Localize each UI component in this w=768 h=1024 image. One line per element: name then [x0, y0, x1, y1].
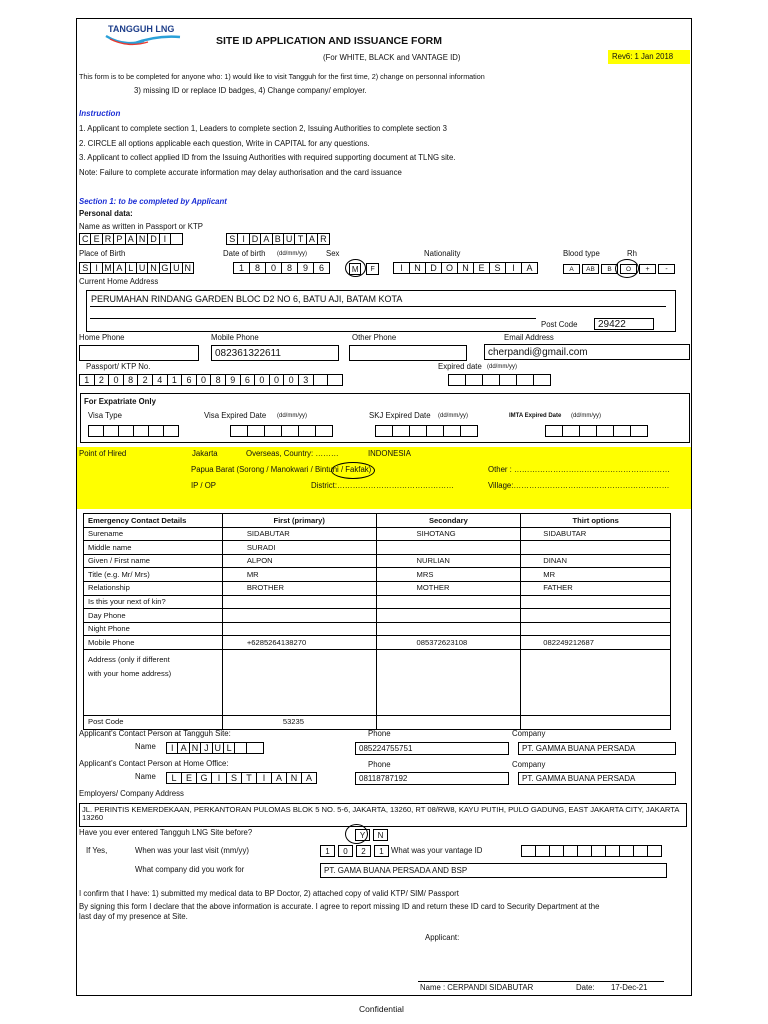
email-field[interactable]: cherpandi@gmail.com	[484, 344, 690, 360]
hire-village: Village:……………………………………………………	[488, 481, 670, 490]
dob-format: (dd/mm/yy)	[277, 251, 307, 257]
table-row[interactable]: Address (only if different with your home address)	[84, 649, 671, 715]
table-row[interactable]: Title (e.g. Mr/ Mrs) MR MRS MR	[84, 568, 671, 582]
home-name-label: Name	[135, 772, 156, 781]
address-line	[90, 306, 666, 307]
nationality-boxes[interactable]: I N D O N E S I A	[393, 262, 537, 274]
logo-text: TANGGUH LNG	[108, 24, 175, 34]
skj-exp-boxes[interactable]	[375, 425, 477, 437]
company-question: What company did you work for	[135, 865, 245, 874]
form-title: SITE ID APPLICATION AND ISSUANCE FORM	[216, 35, 442, 47]
expired-label: Expired date	[438, 362, 482, 371]
address-line-2	[90, 318, 536, 319]
expired-format: (dd/mm/yy)	[487, 364, 517, 370]
table-row[interactable]: Post Code 53235	[84, 715, 671, 729]
hire-papua[interactable]: Papua Barat (Sorong / Manokwari / Bintuni / Fakfak)	[191, 465, 372, 474]
tangguh-company-field[interactable]: PT. GAMMA BUANA PERSADA	[518, 742, 676, 755]
last-visit-label: When was your last visit (mm/yy)	[135, 846, 249, 855]
passport-boxes[interactable]: 1 2 0 8 2 4 1 6 0 8 9 6 0 0 0 3	[79, 374, 342, 386]
tangguh-contact-label: Applicant's Contact Person at Tangguh Site:	[79, 729, 231, 738]
home-name-boxes[interactable]: L E G I S T I A N A	[166, 772, 316, 784]
confirm-line-3: last day of my presence at Site.	[79, 912, 188, 921]
table-row[interactable]: Mobile Phone +6285264138270 085372623108 082249212687	[84, 636, 671, 650]
imta-label: IMTA Expired Date	[509, 413, 562, 419]
section1-heading: Section 1: to be completed by Applicant	[79, 197, 227, 206]
post-code-label: Post Code	[541, 320, 578, 329]
signature-line	[418, 981, 664, 982]
employer-address-value: JL. PERINTIS KEMERDEKAAN, PERKANTORAN PULOMAS BLOK 5 NO. 5-6, JAKARTA, 13260, RT 08/RW8, KAYU PUTIH, PULO GADUNG, EAST JAKARTA CITY, JAKARTA 13260	[82, 805, 679, 822]
visit-question: Have you ever entered Tangguh LNG Site before?	[79, 828, 253, 837]
emergency-contact-table	[83, 513, 671, 730]
tangguh-name-label: Name	[135, 742, 156, 751]
point-of-hired-label: Point of Hired	[79, 449, 127, 458]
table-row[interactable]: Surename SIDABUTAR SIHOTANG SIDABUTAR	[84, 527, 671, 541]
rh-label: Rh	[627, 249, 637, 258]
home-phone-field[interactable]	[79, 345, 199, 361]
first-name-boxes[interactable]: C E R P A N D I	[79, 233, 182, 245]
confirm-line-2: By signing this form I declare that the above information is accurate. I agree to report missing ID and return these ID card to Security Department at the	[79, 902, 600, 911]
vantage-id-label: What was your vantage ID	[391, 846, 483, 855]
table-row[interactable]: Given / First name ALPON NURLIAN DINAN	[84, 554, 671, 568]
visa-type-label: Visa Type	[88, 411, 122, 420]
other-phone-field[interactable]	[349, 345, 467, 361]
date-value: 17-Dec-21	[611, 983, 648, 992]
instruction-2: 2. CIRCLE all options applicable each question, Write in CAPITAL for any questions.	[79, 139, 370, 148]
expat-heading: For Expatriate Only	[84, 397, 156, 406]
mobile-phone-field[interactable]: 082361322611	[211, 345, 339, 361]
blood-label: Blood type	[563, 249, 600, 258]
imta-format: (dd/mm/yy)	[571, 413, 601, 419]
skj-format: (dd/mm/yy)	[438, 413, 468, 419]
intro-line-1: This form is to be completed for anyone who: 1) would like to visit Tangguh for the first time, 2) change on personnal information	[79, 72, 485, 81]
home-phone-field-2[interactable]: 08118787192	[355, 772, 509, 785]
imta-exp-boxes[interactable]	[545, 425, 647, 437]
bintuni-circle	[331, 462, 375, 479]
visit-yn-boxes[interactable]: Y N	[355, 829, 387, 841]
nationality-label: Nationality	[424, 249, 461, 258]
intro-line-2: 3) missing ID or replace ID badges, 4) Change company/ employer.	[134, 86, 367, 95]
table-row	[84, 514, 671, 528]
table-row[interactable]: Night Phone	[84, 622, 671, 636]
dob-label: Date of birth	[223, 249, 266, 258]
instruction-3: 3. Applicant to collect applied ID from the Issuing Authorities with required supporting document at TLNG site.	[79, 153, 456, 162]
employer-label: Employers/ Company Address	[79, 789, 184, 798]
applicant-label: Applicant:	[425, 933, 460, 942]
hire-district: District:………………………………………	[311, 481, 454, 490]
visa-type-boxes[interactable]	[88, 425, 178, 437]
visa-exp-boxes[interactable]	[230, 425, 332, 437]
hire-ipop[interactable]: IP / OP	[191, 481, 216, 490]
home-contact-label: Applicant's Contact Person at Home Office:	[79, 759, 229, 768]
pob-boxes[interactable]: S I M A L U N G U N	[79, 262, 193, 274]
dob-boxes[interactable]: 1 8 0 8 9 6	[233, 262, 329, 274]
passport-label: Passport/ KTP No.	[86, 362, 151, 371]
personal-data-label: Personal data:	[79, 209, 133, 218]
confirm-line-1: I confirm that I have: 1) submitted my medical data to BP Doctor, 2) attached copy of valid KTP/ SIM/ Passport	[79, 889, 459, 898]
hire-country: INDONESIA	[368, 449, 411, 458]
last-name-boxes[interactable]: S I D A B U T A R	[226, 233, 329, 245]
visa-exp-label: Visa Expired Date	[204, 411, 267, 420]
logo-swoosh-icon	[104, 33, 182, 47]
post-code-field[interactable]: 29422	[594, 318, 654, 330]
home-company-field[interactable]: PT. GAMMA BUANA PERSADA	[518, 772, 676, 785]
date-label: Date:	[576, 983, 595, 992]
email-label: Email Address	[504, 333, 554, 342]
blood-selected-circle	[615, 259, 639, 278]
last-visit-boxes[interactable]: 1 0 2 1	[320, 845, 388, 857]
visit-yes-circle	[345, 824, 368, 844]
instruction-1: 1. Applicant to complete section 1, Leaders to complete section 2, Issuing Authorities to complete section 3	[79, 124, 447, 133]
home-phone-contact-label: Phone	[368, 760, 391, 769]
rev-text: Rev6: 1 Jan 2018	[612, 52, 674, 61]
sex-boxes[interactable]: M F	[349, 263, 378, 275]
hire-jakarta[interactable]: Jakarta	[192, 449, 218, 458]
company-worked-field[interactable]: PT. GAMA BUANA PERSADA AND BSP	[320, 863, 667, 878]
home-phone-label: Home Phone	[79, 333, 125, 342]
table-row[interactable]: Day Phone	[84, 609, 671, 623]
col-primary: First (primary)	[222, 514, 376, 528]
col-third: Thirt options	[521, 514, 671, 528]
sex-label: Sex	[326, 249, 340, 258]
instruction-note: Note: Failure to complete accurate information may delay authorisation and the card issuance	[79, 168, 402, 177]
tangguh-logo	[104, 24, 182, 48]
sex-selected-circle	[345, 259, 366, 277]
name-label: Name as written in Passport or KTP	[79, 222, 203, 231]
address-label: Current Home Address	[79, 277, 159, 286]
pob-label: Place of Birth	[79, 249, 126, 258]
blood-boxes[interactable]: A AB B O + -	[563, 264, 674, 276]
home-company-label: Company	[512, 760, 546, 769]
table-row[interactable]: Middle name SURADI	[84, 541, 671, 555]
visa-exp-format: (dd/mm/yy)	[277, 413, 307, 419]
table-row[interactable]: Is this your next of kin?	[84, 595, 671, 609]
mobile-phone-label: Mobile Phone	[211, 333, 259, 342]
tangguh-name-boxes[interactable]: I A N J U L	[166, 742, 263, 754]
home-address-value: PERUMAHAN RINDANG GARDEN BLOC D2 NO 6, BATU AJI, BATAM KOTA	[91, 294, 403, 304]
instruction-heading: Instruction	[79, 109, 121, 118]
skj-label: SKJ Expired Date	[369, 411, 431, 420]
tangguh-phone-label: Phone	[368, 729, 391, 738]
hire-overseas[interactable]: Overseas, Country: ………	[246, 449, 339, 458]
form-subtitle: (For WHITE, BLACK and VANTAGE ID)	[323, 53, 461, 62]
other-phone-label: Other Phone	[352, 333, 397, 342]
footer-confidential: Confidential	[359, 1004, 404, 1014]
expired-date-boxes[interactable]	[448, 374, 550, 386]
table-row[interactable]: Relationship BROTHER MOTHER FATHER	[84, 581, 671, 595]
tangguh-company-label: Company	[512, 729, 546, 738]
vantage-id-boxes[interactable]	[521, 845, 661, 857]
hire-other: Other : ……………………………………………………	[488, 465, 670, 474]
tangguh-phone-field[interactable]: 085224755751	[355, 742, 509, 755]
applicant-name: Name : CERPANDI SIDABUTAR	[420, 983, 534, 992]
col-secondary: Secondary	[376, 514, 521, 528]
emergency-heading: Emergency Contact Details	[84, 514, 223, 528]
if-yes-label: If Yes,	[86, 846, 108, 855]
